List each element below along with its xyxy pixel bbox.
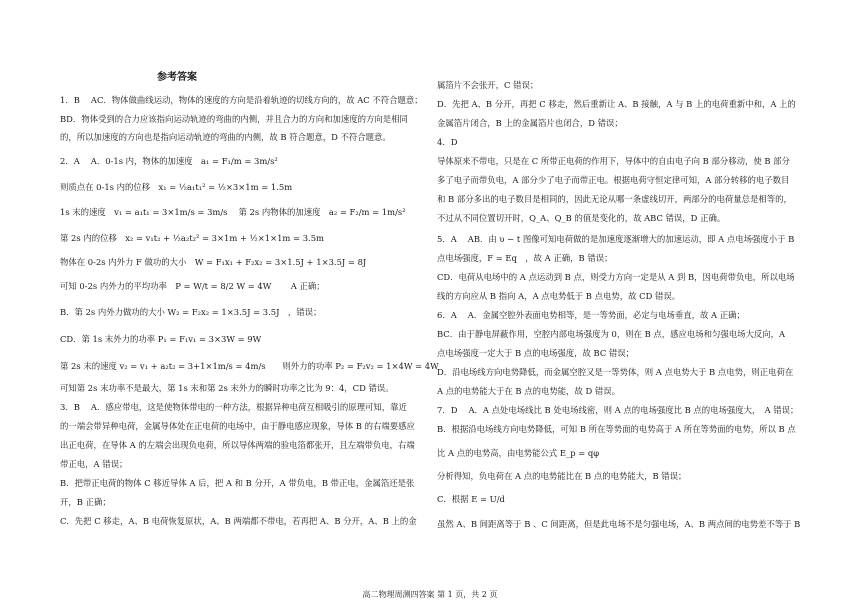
text-line: 可知 0-2s 内外力的平均功率 P = W/t = 8/2 W = 4W A 正确；: [60, 281, 325, 291]
text-line: 比 A 点的电势高，由电势能公式 E_p = qφ: [437, 448, 600, 458]
text-line: 属箔片不会张开，C 错误；: [437, 80, 539, 90]
text-line: 不过从不同位置切开时，Q_A、Q_B 的值是变化的，故 ABC 错误，D 正确。: [437, 213, 726, 223]
text-line: 点电场强度，F = Eq ，故 A 正确，B 错误；: [437, 253, 613, 263]
text-line: 的一端会带异种电荷，金属导体处在正电荷的电场中，由于静电感应现象，导体 B 的右端要感应: [60, 421, 415, 431]
text-line: 物体在 0-2s 内外力 F 做功的大小 W = F₁x₁ + F₂x₂ = 3×1.5J + 1×3.5J = 8J: [60, 257, 367, 267]
text-line: 3．B A．感应带电，这是使物体带电的一种方法，根据异种电荷互相吸引的原理可知，靠近: [60, 402, 407, 412]
text-line: D．先把 A、B 分开，再把 C 移走，然后重新让 A、B 接触，A 与 B 上的电荷重新中和，A 上的: [437, 99, 796, 109]
text-line: 出正电荷，在导体 A 的左端会出现负电荷，所以导体两端的验电箔都张开，且左端带负电，右端: [60, 440, 415, 450]
text-line: CD．电荷从电场中的 A 点运动到 B 点，则受力方向一定是从 A 到 B，因电荷带负电，所以电场: [437, 272, 795, 282]
text-line: 1s 末的速度 v₁ = a₁t₁ = 3×1m/s = 3m/s 第 2s 内物体的加速度 a₂ = F₂/m = 1m/s²: [60, 207, 406, 217]
text-line: BD．物体受到的合力应该指向运动轨迹的弯曲的内侧，并且合力的方向和加速度的方向是相同: [60, 114, 408, 124]
text-line: 7．D A．A 点处电场线比 B 处电场线密，则 A 点的电场强度比 B 点的电场强度大， A 错误；: [437, 405, 799, 415]
text-line: 和 B 部分多出的电子数目是相同的，因此无论从哪一条虚线切开，两部分的电荷量总是相等的，: [437, 194, 792, 204]
text-line: B．把带正电荷的物体 C 移近导体 A 后，把 A 和 B 分开，A 带负电，B 带正电，金属箔还是张: [60, 478, 415, 488]
text-line: 2．A A．0-1s 内，物体的加速度 a₁ = F₁/m = 3m/s²: [60, 156, 278, 166]
text-line: 可知第 2s 末功率不是最大，第 1s 末和第 2s 末外力的瞬时功率之比为 9：4，CD 错误。: [60, 383, 394, 393]
text-line: 5．A AB．由 υ − t 图像可知电荷做的是加速度逐渐增大的加速运动，即 A 点电场强度小于 B: [437, 234, 795, 244]
text-line: C．根据 E = U/d: [437, 494, 505, 504]
text-line: 6．A A．金属空腔外表面电势相等，是一等势面，必定与电场垂直，故 A 正确；: [437, 310, 745, 320]
text-line: 导体原来不带电，只是在 C 所带正电荷的作用下，导体中的自由电子向 B 部分移动，使 B 部分: [437, 156, 790, 166]
page-title: 参考答案: [157, 72, 197, 83]
text-line: C．先把 C 移走，A、B 电荷恢复原状，A、B 两端都不带电，若再把 A、B 分开，A、B 上的金: [60, 516, 417, 526]
text-line: B．根据沿电场线方向电势降低，可知 B 所在等势面的电势高于 A 所在等势面的电势，所以 B 点: [437, 424, 796, 434]
text-line: BC．由于静电屏蔽作用，空腔内部电场强度为 0，则在 B 点，感应电场和匀强电场大反向，A: [437, 329, 786, 339]
text-line: 金属箔片闭合，B 上的金属箔片也闭合，D 错误；: [437, 118, 623, 128]
text-line: 线的方向应从 B 指向 A，A 点电势低于 B 点电势，故 CD 错误。: [437, 291, 681, 301]
text-line: 虽然 A、B 间距离等于 B 、C 间距离，但是此电场不是匀强电场，A、B 两点间的电势差不等于 B: [437, 519, 801, 529]
text-line: 开，B 正确；: [60, 497, 111, 507]
text-line: 则质点在 0-1s 内的位移 x₁ = ½a₁t₁² = ½×3×1m = 1.5m: [60, 182, 293, 192]
text-line: 的，所以加速度的方向也是指向运动轨迹的弯曲的内侧，故 B 符合题意，D 不符合题意。: [60, 132, 391, 142]
text-line: A 点的电势能大于在 B 点的电势能，故 D 错误。: [437, 386, 620, 396]
text-line: D．沿电场线方向电势降低，而金属空腔又是一等势体，则 A 点电势大于 B 点电势，则正电荷在: [437, 367, 794, 377]
text-line: 分析得知，负电荷在 A 点的电势能比在 B 点的电势能大，B 错误；: [437, 471, 687, 481]
text-line: 第 2s 内的位移 x₂ = v₁t₂ + ½a₂t₂² = 3×1m + ½×1×1m = 3.5m: [60, 233, 324, 243]
text-line: 带正电，A 错误；: [60, 459, 128, 469]
text-line: 4．D: [437, 137, 458, 147]
text-line: 点电场强度一定大于 B 点的电场强度，故 BC 错误；: [437, 348, 635, 358]
text-line: 1．B AC．物体做曲线运动，物体的速度的方向是沿着轨迹的切线方向的，故 AC 不符合题意；: [60, 95, 423, 105]
page-footer: 高二物理周测四答案 第 1 页，共 2 页: [362, 590, 498, 599]
text-line: B．第 2s 内外力做功的大小 W₂ = F₂x₂ = 1×3.5J = 3.5J ，错误；: [60, 307, 322, 317]
text-line: CD．第 1s 末外力的功率 P₁ = F₁v₁ = 3×3W = 9W: [60, 334, 262, 344]
text-line: 多了电子而带负电，A 部分少了电子而带正电。根据电荷守恒定律可知，A 部分转移的电子数目: [437, 175, 790, 185]
text-line: 第 2s 末的速度 v₂ = v₁ + a₂t₂ = 3+1×1m/s = 4m/s 则外力的功率 P₂ = F₂v₂ = 1×4W = 4W: [60, 361, 439, 371]
